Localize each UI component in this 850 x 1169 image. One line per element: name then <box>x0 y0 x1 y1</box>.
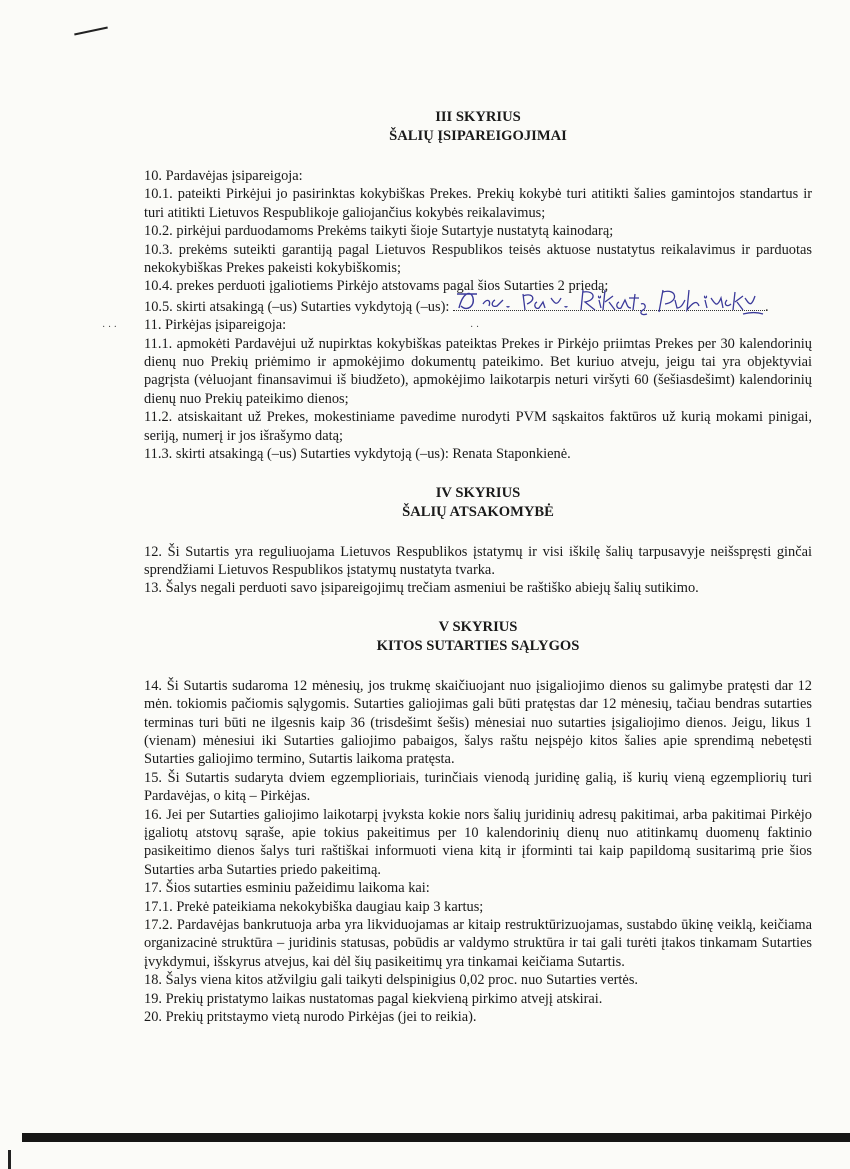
handwritten-signature <box>453 286 765 316</box>
clause-12: 12. Ši Sutartis yra reguliuojama Lietuvos Respublikos įstatymų ir visi iškilę šalių tarpusavyje neišspręsti ginčai sprendžiami Lietuvos Respublikos įstatymų nustatyta tvarka. <box>144 543 812 578</box>
clause-10: 10. Pardavėjas įsipareigoja: <box>144 168 303 184</box>
clause-10-3: 10.3. prekėms suteikti garantiją pagal Lietuvos Respublikos teisės aktuose nustatytus reikalavimus ir parduotas nekokybiškas Prekes pakeisti kokybiškomis; <box>144 241 812 277</box>
signature-line <box>453 296 765 311</box>
clause-11: 11. Pirkėjas įsipareigoja: <box>144 317 287 334</box>
section-4 <box>144 484 812 598</box>
scan-corner-mark <box>74 26 108 35</box>
clause-17-2: 17.2. Pardavėjas bankrutuoja arba yra likviduojamas ar kitaip restruktūrizuojamas, sustabdo ūkinę veiklą, keičiama organizacinė struktūra – juridinis statusas, pobūdis ar valdymo struktūra ir tai gali turėti įtakos tinkamam Sutarties įvykdymui, išskyrus atvejus, kai dėl šių pasikeitimų yra tinkamai keičiama Sutartis. <box>144 917 812 970</box>
clause-11-2: 11.2. atsiskaitant už Prekes, mokestiniame pavedime nurodyti PVM sąskaitos faktūros už kurią mokami pinigai, seriją, numerį ir jos išrašymo datą; <box>144 409 812 444</box>
clause-11-3: 11.3. skirti atsakingą (–us) Sutarties vykdytoją (–us): Renata Staponkienė. <box>144 446 571 463</box>
scan-dots: · · <box>470 322 480 333</box>
clause-10-4: 10.4. prekes perduoti įgaliotiems Pirkėjo atstovams pagal šios Sutarties 2 priedą; <box>144 278 609 295</box>
clause-18: 18. Šalys viena kitos atžvilgiu gali taikyti delspinigius 0,02 proc. nuo Sutarties vertės. <box>144 972 639 989</box>
section-subtitle: ŠALIŲ ATSAKOMYBĖ <box>402 503 554 520</box>
section-subtitle: KITOS SUTARTIES SĄLYGOS <box>376 637 580 654</box>
clause-10-5-text: 10.5. skirti atsakingą (–us) Sutarties vykdytoją (–us): <box>144 298 450 315</box>
document-body <box>144 108 812 1026</box>
clause-19: 19. Prekių pristatymo laikas nustatomas pagal kiekvieną pirkimo atvejį atskirai. <box>144 990 603 1007</box>
clause-16: 16. Jei per Sutarties galiojimo laikotarpį įvyksta kokie nors šalių juridinių adresų pakitimai, arba pakitimai Pirkėjo įgaliotų atstovų sąraše, apie tokius pakeitimus per 10 kalendorinių dienų nuo atitinkamų duomenų faktinio pasikeitimo dienos šalys turi raštiškai informuoti viena kitą ir įforminti tai kaip papildomą susitarimą prie šios Sutarties arba Sutarties priedo pakeitimą. <box>144 806 812 878</box>
clause-11-1: 11.1. apmokėti Pardavėjui už nupirktas kokybiškas pateiktas Prekes ir Pirkėjo priimtas Prekes per 30 kalendorinių dienų nuo Prekių priėmimo ir apmokėjimo dokumentų pateikimo. Bet kuriuo atveju, jeigu tai yra objektyviai pagrįsta (vėluojant finansavimui iš biudžeto), apmokėjimo laikotarpis neturi viršyti 60 (šešiasdešimt) kalendorinių dienų nuo Prekių pateikimo dienos; <box>144 335 812 407</box>
section-5 <box>144 618 812 1027</box>
clause-13: 13. Šalys negali perduoti savo įsipareigojimų trečiam asmeniui be raštiško abiejų šalių sutikimo. <box>144 580 699 597</box>
section-subtitle: ŠALIŲ ĮSIPAREIGOJIMAI <box>389 128 567 144</box>
scan-edge-bar <box>22 1133 850 1142</box>
clause-10-5: 10.5. skirti atsakingą (–us) Sutarties vykdytoją (–us): . <box>144 296 812 316</box>
clause-10-1: 10.1. pateikti Pirkėjui jo pasirinktas kokybiškas Prekes. Prekių kokybė turi atitikti šalies gamintojos standartus ir turi atitikti Lietuvos Respublikoje galiojančius kokybės reikalavimus; <box>144 186 812 221</box>
clause-10-2: 10.2. pirkėjui parduodamoms Prekėms taikyti šioje Sutartyje nustatytą kainodarą; <box>144 223 614 240</box>
clause-15: 15. Ši Sutartis sudaryta dviem egzemplioriais, turinčiais vienodą juridinę galią, iš kurių vieną egzempliorių turi Pardavėjas, o kitą – Pirkėjas. <box>144 769 812 805</box>
section-title: V SKYRIUS <box>438 618 518 635</box>
section-title: IV SKYRIUS <box>435 484 521 501</box>
section-3 <box>144 108 812 464</box>
scan-edge-tick <box>8 1150 11 1169</box>
clause-17-1: 17.1. Prekė pateikiama nekokybiška daugiau kaip 3 kartus; <box>144 898 484 915</box>
clause-17: 17. Šios sutarties esminiu pažeidimu laikoma kai: <box>144 880 430 897</box>
scan-dots: · · · <box>102 322 117 333</box>
section-title: III SKYRIUS <box>435 109 521 125</box>
clause-14: 14. Ši Sutartis sudaroma 12 mėnesių, jos trukmę skaičiuojant nuo įsigaliojimo dienos su galimybe pratęsti dar 12 mėn. tokiomis pačiomis sąlygomis. Sutarties galiojimas gali būti pratęstas dar 12 mėnesių, tačiau bendras sutarties terminas turi būti ne ilgesnis kaip 36 (trisdešimt šešis) mėnesiai nuo sutarties įsigaliojimo dienos. Jeigu, likus 1 (vienam) mėnesiui iki Sutarties galiojimo pabaigos, šalys raštu neįspėjo kitos šalies apie sprendimą nebetęsti Sutarties galiojimo termino, Sutartis laikoma pratęsta. <box>144 677 812 768</box>
clause-20: 20. Prekių pritstaymo vietą nurodo Pirkėjas (jei to reikia). <box>144 1009 477 1026</box>
